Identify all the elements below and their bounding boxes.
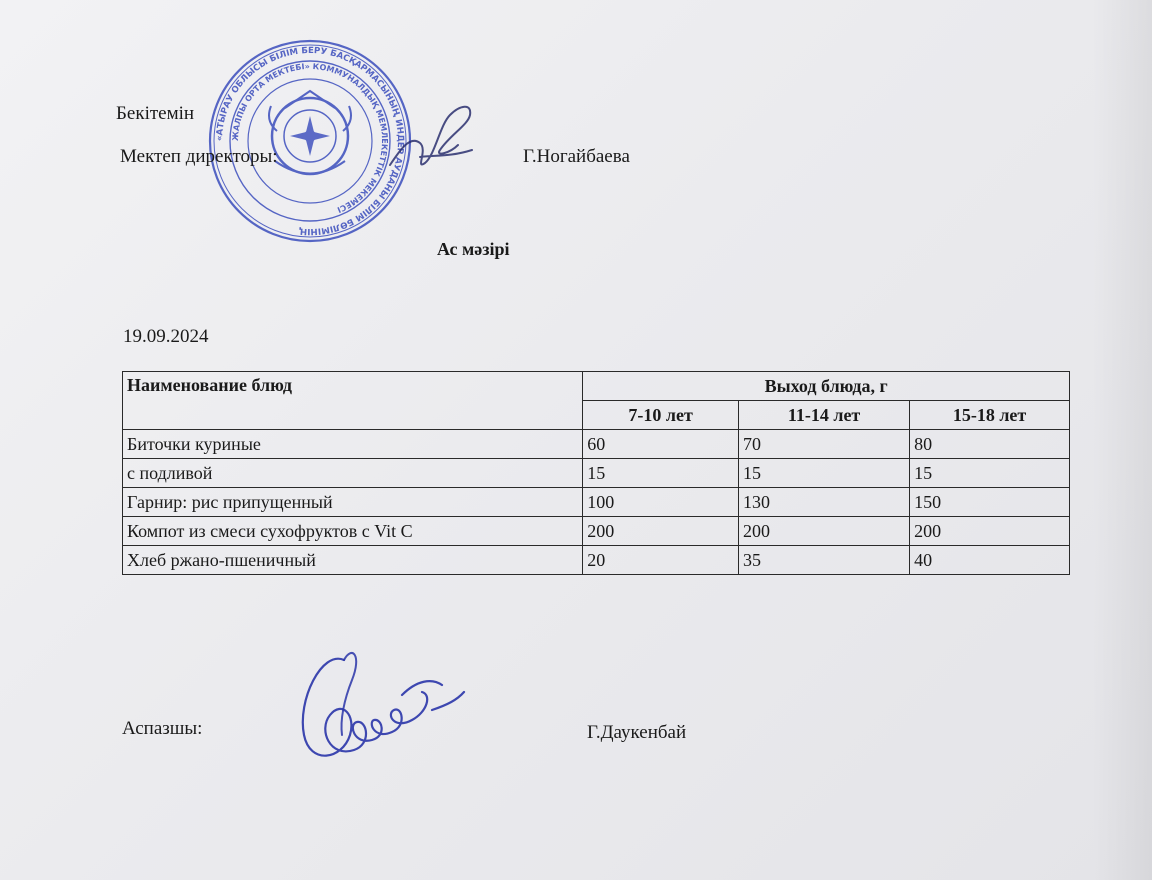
stamp-inner-text: ЖАЛПЫ ОРТА МЕКТЕБІ» КОММУНАЛДЫҚ МЕМЛЕКЕТТІК МЕКЕМЕСІ [230,61,390,215]
dish-name-cell: Компот из смеси сухофруктов с Vit C [123,517,583,546]
portion-cell: 200 [739,517,910,546]
dish-name-cell: Гарнир: рис припущенный [123,488,583,517]
table-row [123,488,1070,517]
column-header-dish-name: Наименование блюд [123,372,583,430]
portion-cell: 150 [910,488,1070,517]
director-label: Мектеп директоры: [120,146,278,167]
page-shadow [1092,0,1152,880]
dish-name-cell: Хлеб ржано-пшеничный [123,546,583,575]
menu-table [122,371,1070,575]
portion-cell: 70 [739,430,910,459]
cook-label: Аспазшы: [122,718,203,739]
portion-cell: 100 [583,488,739,517]
page-title: Ас мәзірі [437,239,510,259]
portion-cell: 130 [739,488,910,517]
portion-cell: 80 [910,430,1070,459]
stamp-outer-text: «АТЫРАУ ОБЛЫСЫ БІЛІМ БЕРУ БАСҚАРМАСЫНЫҢ ИНДЕР АУДАНЫ БІЛІМ БӨЛІМІНІҢ [214,45,406,237]
director-signature [380,95,480,185]
column-header-age-group: 11-14 лет [739,401,910,430]
portion-cell: 15 [910,459,1070,488]
menu-date: 19.09.2024 [123,326,209,347]
table-header-row [123,372,1070,401]
table-row [123,430,1070,459]
portion-cell: 40 [910,546,1070,575]
director-name: Г.Ногайбаева [523,146,630,167]
dish-name-cell: Биточки куриные [123,430,583,459]
portion-cell: 60 [583,430,739,459]
portion-cell: 15 [739,459,910,488]
table-row [123,546,1070,575]
portion-cell: 20 [583,546,739,575]
column-header-age-group: 7-10 лет [583,401,739,430]
cook-signature [282,640,482,775]
portion-cell: 200 [910,517,1070,546]
portion-cell: 15 [583,459,739,488]
table-row [123,459,1070,488]
column-header-output: Выход блюда, г [583,372,1070,401]
column-header-age-group: 15-18 лет [910,401,1070,430]
cook-name: Г.Даукенбай [587,722,687,743]
dish-name-cell: с подливой [123,459,583,488]
table-row [123,517,1070,546]
portion-cell: 200 [583,517,739,546]
portion-cell: 35 [739,546,910,575]
approve-label: Бекітемін [116,103,195,124]
